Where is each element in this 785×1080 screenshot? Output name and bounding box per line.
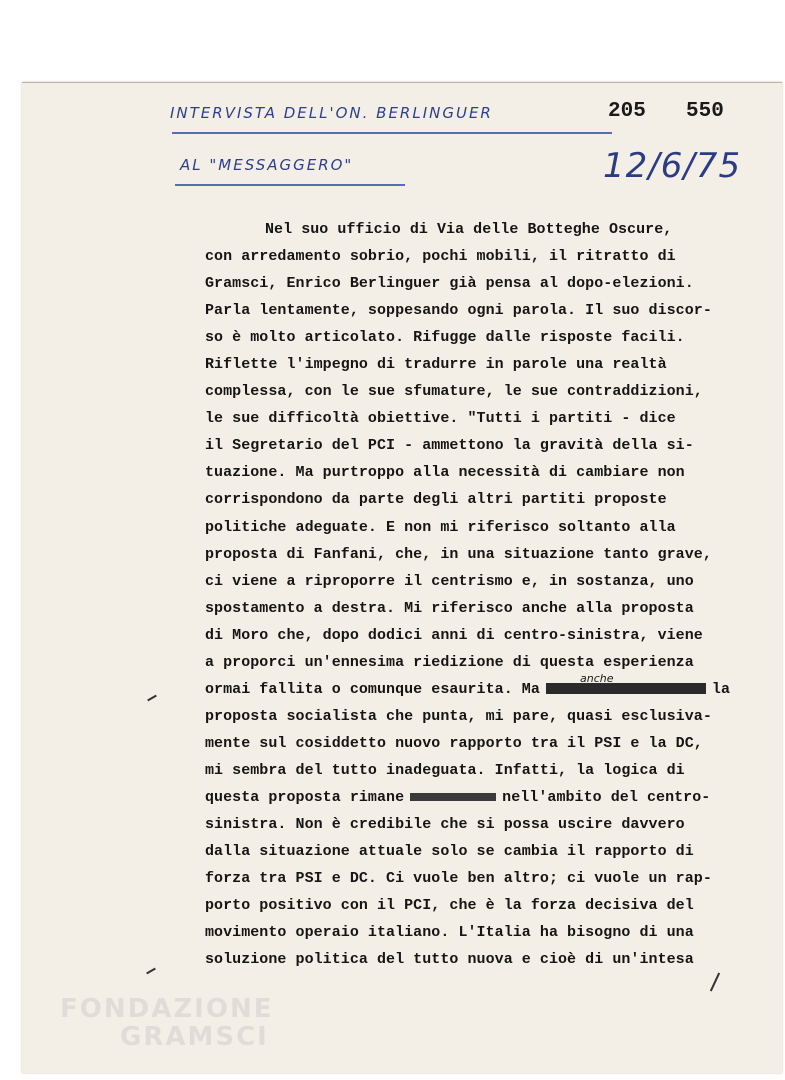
margin-note: anche (580, 672, 614, 685)
text-line: spostamento a destra. Mi riferisco anche alla proposta (205, 599, 694, 617)
text-line: politiche adeguate. E non mi riferisco soltanto alla (205, 518, 676, 536)
text-line: proposta socialista che punta, mi pare, quasi esclusiva- (205, 707, 712, 725)
text-line: porto positivo con il PCI, che è la forza decisiva del (205, 897, 694, 915)
handwritten-date: 12/6/75 (603, 146, 742, 186)
text-line: proposta di Fanfani, che, in una situazione tanto grave, (205, 545, 712, 563)
watermark-line: FONDAZIONE (60, 994, 274, 1024)
interview-text (205, 216, 765, 973)
handwritten-subtitle: AL "MESSAGGERO" (180, 156, 354, 174)
archive-watermark (60, 995, 273, 1051)
text-line: soluzione politica del tutto nuova e cioè di un'intesa (205, 951, 694, 969)
text-line: corrispondono da parte degli altri partiti proposte (205, 491, 667, 509)
text-line: dalla situazione attuale solo se cambia il rapporto di (205, 843, 694, 861)
text-line: Gramsci, Enrico Berlinguer già pensa al dopo-elezioni. (205, 275, 694, 293)
text-line: complessa, con le sue sfumature, le sue contraddizioni, (205, 383, 703, 401)
archive-number-1: 205 (608, 100, 646, 123)
text-line: Nel suo ufficio di Via delle Botteghe Oscure, (265, 221, 673, 238)
text-line: il Segretario del PCI - ammettono la gravità della si- (205, 437, 694, 455)
text-line: a proporci un'ennesima riedizione di questa esperienza (205, 653, 694, 671)
text-line: movimento operaio italiano. L'Italia ha bisogno di una (205, 924, 694, 942)
text-line-with-strikeout (205, 784, 765, 811)
text-fragment: la (711, 680, 731, 698)
text-line: le sue difficoltà obiettive. "Tutti i partiti - dice (205, 410, 676, 428)
text-fragment: ormai fallita o comunque esaurita. Ma (205, 680, 540, 698)
text-line: di Moro che, dopo dodici anni di centro-sinistra, viene (205, 626, 703, 644)
text-line: Parla lentamente, soppesando ogni parola. Il suo discor- (205, 302, 712, 320)
text-line: mi sembra del tutto inadeguata. Infatti, la logica di (205, 761, 685, 779)
text-line: sinistra. Non è credibile che si possa uscire davvero (205, 816, 685, 834)
watermark-line: GRAMSCI (120, 1022, 269, 1052)
text-line-with-redaction (205, 676, 765, 703)
text-line: Riflette l'impegno di tradurre in parole una realtà (205, 356, 667, 374)
handwritten-title: INTERVISTA DELL'ON. BERLINGUER (170, 104, 493, 122)
text-line: con arredamento sobrio, pochi mobili, il ritratto di (205, 248, 676, 266)
text-line: tuazione. Ma purtroppo alla necessità di cambiare non (205, 464, 685, 482)
title-underline (172, 132, 612, 134)
text-line: so è molto articolato. Rifugge dalle risposte facili. (205, 329, 685, 347)
redaction-mark (546, 683, 706, 694)
text-fragment: questa proposta rimane (205, 788, 405, 806)
text-line: mente sul cosiddetto nuovo rapporto tra il PSI e la DC, (205, 734, 703, 752)
archive-number-2: 550 (686, 100, 724, 123)
subtitle-underline (175, 184, 405, 186)
text-line: forza tra PSI e DC. Ci vuole ben altro; ci vuole un rap- (205, 870, 712, 888)
strikeout-mark (410, 793, 496, 801)
text-fragment: nell'ambito del centro- (502, 788, 711, 806)
text-line: ci viene a riproporre il centrismo e, in sostanza, uno (205, 572, 694, 590)
